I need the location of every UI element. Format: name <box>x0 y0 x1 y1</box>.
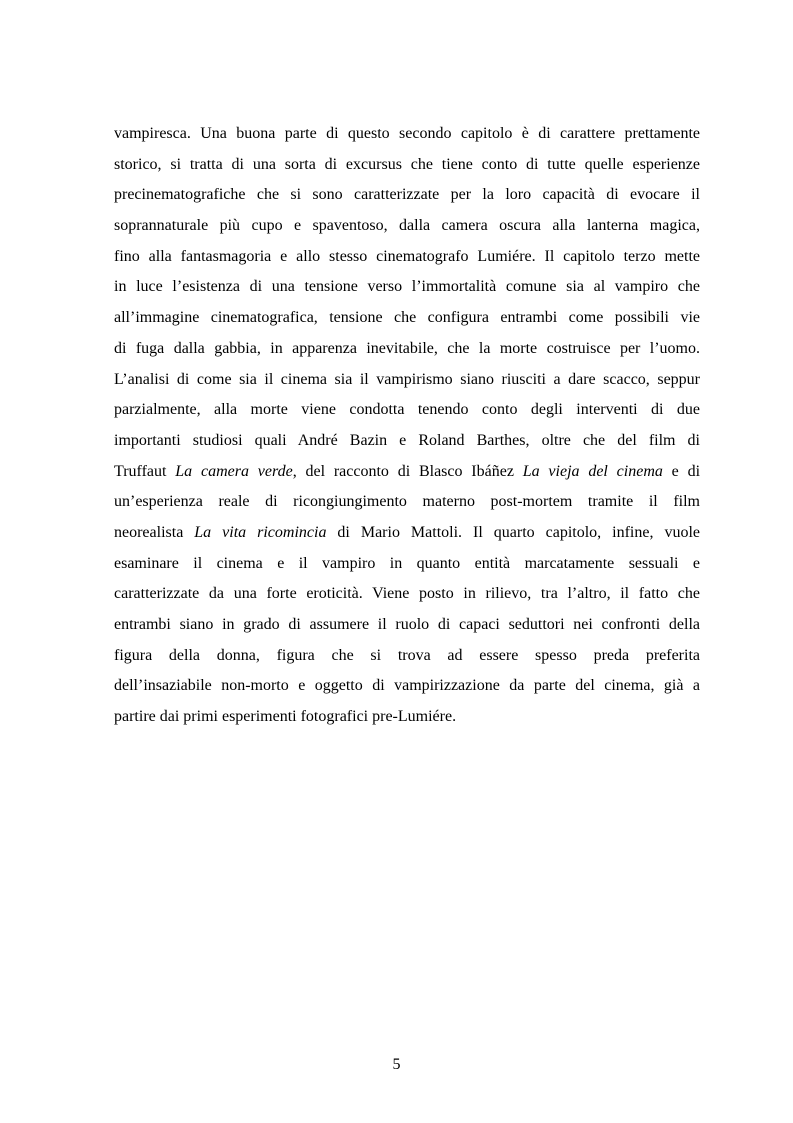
text-line: dell’insaziabile non-morto e oggetto di vampirizzazione da parte del cinema, già a <box>114 677 700 695</box>
film-title-italic: La vita ricomincia <box>194 523 327 541</box>
text-segment: Truffaut <box>114 462 176 480</box>
text-line: entrambi siano in grado di assumere il ruolo di capaci seduttori nei confronti della <box>114 616 700 633</box>
text-line: all’immagine cinematografica, tensione che configura entrambi come possibili vie <box>114 309 700 327</box>
text-line: di fuga dalla gabbia, in apparenza inevitabile, che la morte costruisce per l’uomo. <box>114 339 700 357</box>
text-line: caratterizzate da una forte eroticità. Viene posto in rilievo, tra l’altro, il fatto che <box>114 585 700 603</box>
text-line: in luce l’esistenza di una tensione verso l’immortalità comune sia al vampiro che <box>114 278 700 296</box>
film-title-italic: La camera verde <box>175 462 293 480</box>
text-line: figura della donna, figura che si trova ad essere spesso preda preferita <box>114 646 700 664</box>
body-paragraph <box>114 119 700 733</box>
text-line: vampiresca. Una buona parte di questo secondo capitolo è di carattere prettamente <box>114 125 700 142</box>
page-number: 5 <box>392 1056 401 1073</box>
text-line: precinematografiche che si sono caratterizzate per la loro capacità di evocare il <box>114 186 700 204</box>
text-line: storico, si tratta di una sorta di excursus che tiene conto di tutte quelle esperienze <box>114 155 700 173</box>
text-line: parzialmente, alla morte viene condotta tenendo conto degli interventi di due <box>114 401 700 419</box>
text-line: partire dai primi esperimenti fotografici pre-Lumiére. <box>114 708 457 726</box>
text-line: fino alla fantasmagoria e allo stesso cinematografo Lumiére. Il capitolo terzo mette <box>114 247 700 265</box>
text-segment: neorealista <box>114 523 195 541</box>
text-segment: , del racconto di Blasco Ibáñez <box>292 462 523 480</box>
text-segment: e di <box>662 462 701 480</box>
text-segment: di Mario Mattoli. Il quarto capitolo, infine, vuole <box>326 523 700 541</box>
text-line <box>114 457 700 488</box>
text-line <box>114 518 700 549</box>
text-line: importanti studiosi quali André Bazin e Roland Barthes, oltre che del film di <box>114 431 700 449</box>
text-line: un’esperienza reale di ricongiungimento materno post-mortem tramite il film <box>114 493 700 511</box>
text-line: esaminare il cinema e il vampiro in quanto entità marcatamente sessuali e <box>114 554 700 572</box>
text-line: soprannaturale più cupo e spaventoso, dalla camera oscura alla lanterna magica, <box>114 217 700 235</box>
text-line: L’analisi di come sia il cinema sia il vampirismo siano riusciti a dare scacco, seppur <box>114 370 700 388</box>
story-title-italic: La vieja del cinema <box>522 462 663 480</box>
